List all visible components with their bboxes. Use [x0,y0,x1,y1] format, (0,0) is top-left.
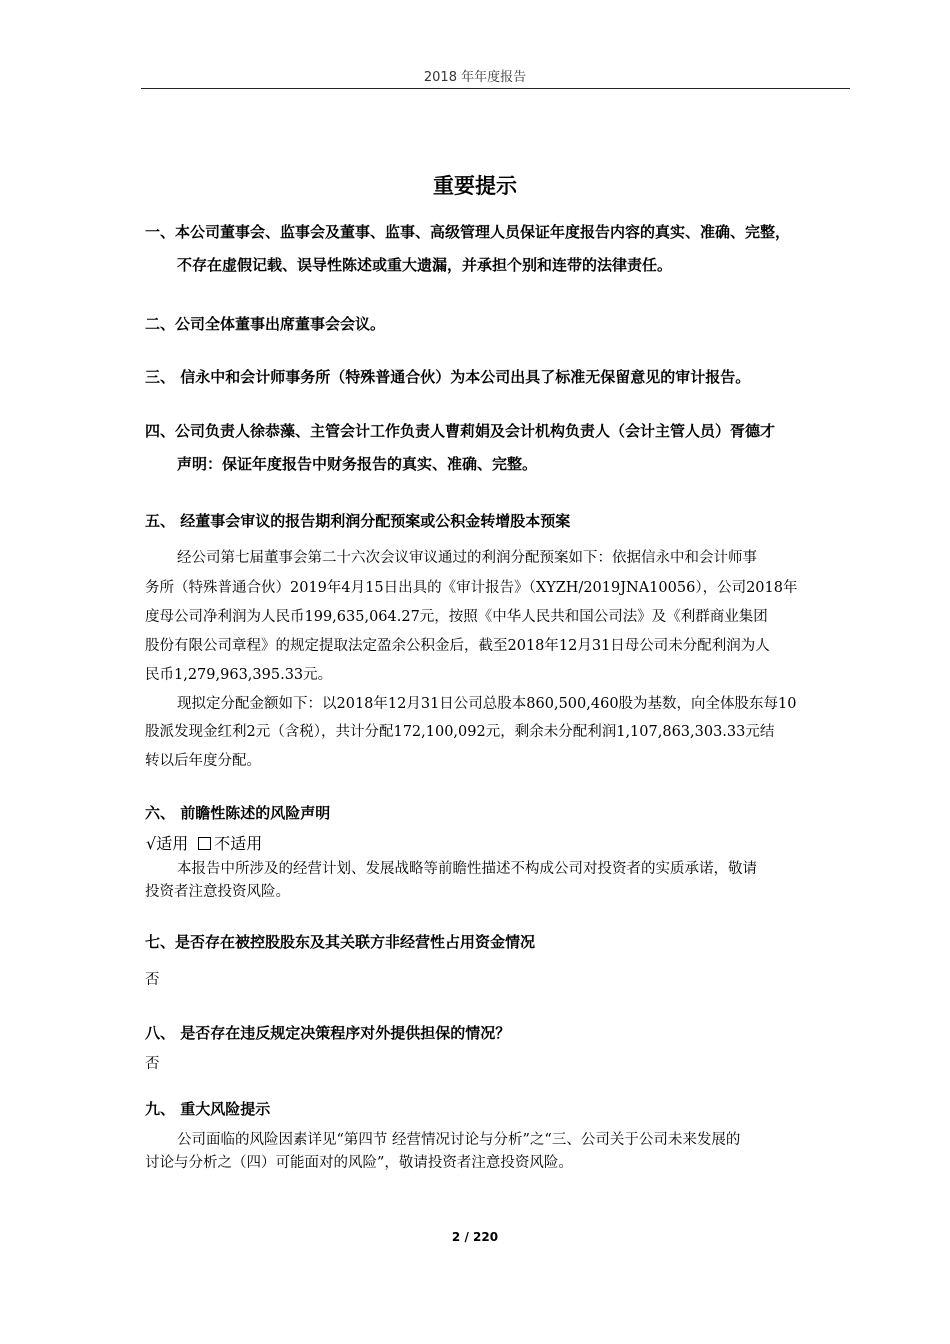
empty-checkbox-icon [198,837,211,850]
section-1-line-2: 不存在虚假记载、误导性陈述或重大遗漏，并承担个别和连带的法律责任。 [177,256,673,274]
section-1-line-1: 一、本公司董事会、监事会及董事、监事、高级管理人员保证年度报告内容的真实、准确、完整， [145,223,791,241]
section-5-para-2-line: 股派发现金红利2元（含税），共计分配172,100,092元，剩余未分配利润1,107,863,303.33元结 [145,724,775,740]
section-7-heading: 七、是否存在被控股股东及其关联方非经营性占用资金情况 [145,933,536,951]
section-6-para-line: 本报告中所涉及的经营计划、发展战略等前瞻性描述不构成公司对投资者的实质承诺，敬请 [177,861,757,877]
section-8-answer: 否 [145,1056,160,1072]
section-2-line-1: 二、公司全体董事出席董事会会议。 [145,315,386,333]
section-9-para-line: 讨论与分析之（四）可能面对的风险”，敬请投资者注意投资风险。 [145,1155,573,1171]
applicable-option: √适用 [146,834,189,853]
applicability-options [146,833,262,855]
section-7-answer: 否 [145,972,160,988]
section-8-heading: 八、 是否存在违反规定决策程序对外提供担保的情况？ [145,1024,511,1042]
section-5-para-1-line: 度母公司净利润为人民币199,635,064.27元，按照《中华人民共和国公司法》及《利群商业集团 [145,609,768,625]
header-rule [141,88,850,89]
section-5-heading: 五、 经董事会审议的报告期利润分配预案或公积金转增股本预案 [145,512,571,530]
section-5-para-1-line: 股份有限公司章程》的规定提取法定盈余公积金后，截至2018年12月31日母公司未分配利润为人 [145,638,770,654]
not-applicable-option: 不适用 [214,834,263,853]
section-3-line-1: 三、 信永中和会计师事务所（特殊普通合伙）为本公司出具了标准无保留意见的审计报告。 [145,368,751,386]
page-number: 2 / 220 [451,1230,499,1244]
section-5-para-2-line: 现拟定分配金额如下：以2018年12月31日公司总股本860,500,460股为基数，向全体股东每10 [177,696,797,712]
page-title: 重要提示 [433,174,517,198]
section-5-para-2-line: 转以后年度分配。 [145,753,261,769]
section-4-line-2: 声明：保证年度报告中财务报告的真实、准确、完整。 [177,455,538,473]
section-9-para-line: 公司面临的风险因素详见“第四节 经营情况讨论与分析”之“三、公司关于公司未来发展的 [177,1132,741,1148]
section-4-line-1: 四、公司负责人徐恭藻、主管会计工作负责人曹莉娟及会计机构负责人（会计主管人员）胥德才 [145,422,776,440]
section-6-para-line: 投资者注意投资风险。 [145,884,290,900]
section-9-heading: 九、 重大风险提示 [145,1100,271,1118]
section-5-para-1-line: 务所（特殊普通合伙）2019年4月15日出具的《审计报告》（XYZH/2019JNA10056），公司2018年 [145,580,798,596]
section-5-para-1-line: 经公司第七届董事会第二十六次会议审议通过的利润分配预案如下：依据信永中和会计师事 [177,550,757,566]
running-header: 2018 年年度报告 [423,70,527,85]
section-6-heading: 六、 前瞻性陈述的风险声明 [145,804,331,822]
section-5-para-1-line: 民币1,279,963,395.33元。 [145,667,333,683]
